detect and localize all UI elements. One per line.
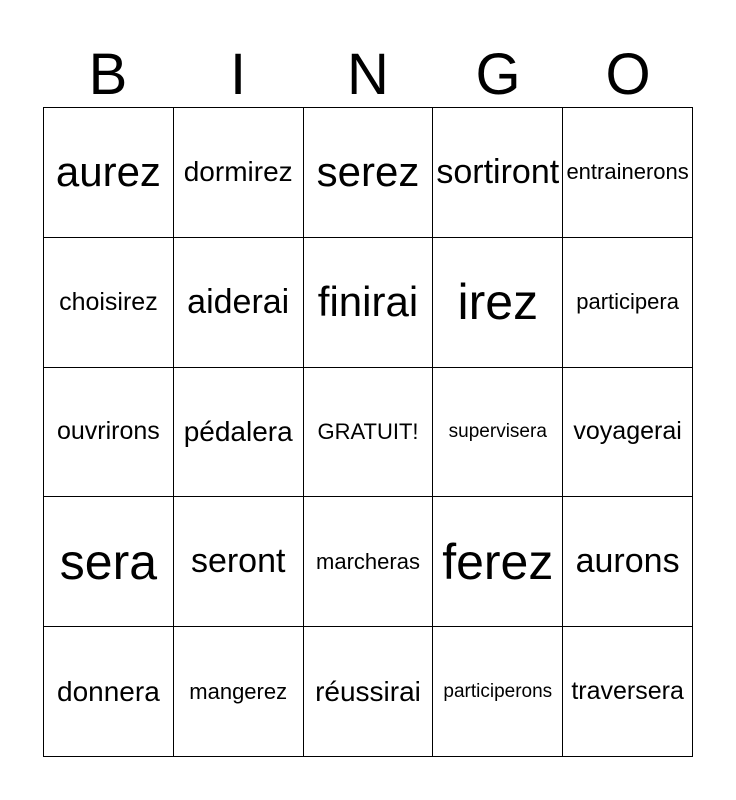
bingo-cell[interactable]: sortiront: [433, 108, 563, 238]
header-letter-n: N: [347, 42, 389, 107]
bingo-cell[interactable]: pédalera: [174, 368, 304, 498]
bingo-card-grid: [43, 107, 693, 757]
header-letter-o: O: [605, 42, 651, 107]
bingo-cell[interactable]: traversera: [563, 627, 693, 757]
bingo-cell[interactable]: participera: [563, 238, 693, 368]
bingo-cell[interactable]: ouvrirons: [44, 368, 174, 498]
bingo-cell[interactable]: aurons: [563, 497, 693, 627]
bingo-cell[interactable]: aiderai: [174, 238, 304, 368]
bingo-cell[interactable]: réussirai: [304, 627, 434, 757]
bingo-header: [43, 42, 693, 108]
bingo-cell[interactable]: participerons: [433, 627, 563, 757]
bingo-cell[interactable]: serez: [304, 108, 434, 238]
bingo-cell[interactable]: entrainerons: [563, 108, 693, 238]
header-letter-b: B: [88, 42, 128, 107]
bingo-cell[interactable]: donnera: [44, 627, 174, 757]
bingo-cell[interactable]: dormirez: [174, 108, 304, 238]
bingo-cell[interactable]: ferez: [433, 497, 563, 627]
bingo-cell[interactable]: sera: [44, 497, 174, 627]
bingo-cell[interactable]: choisirez: [44, 238, 174, 368]
bingo-cell[interactable]: aurez: [44, 108, 174, 238]
bingo-cell[interactable]: seront: [174, 497, 304, 627]
free-space-cell[interactable]: GRATUIT!: [304, 368, 434, 498]
bingo-cell[interactable]: finirai: [304, 238, 434, 368]
bingo-cell[interactable]: supervisera: [433, 368, 563, 498]
bingo-cell[interactable]: voyagerai: [563, 368, 693, 498]
header-letter-g: G: [475, 42, 521, 107]
bingo-cell[interactable]: mangerez: [174, 627, 304, 757]
bingo-cell[interactable]: irez: [433, 238, 563, 368]
header-letter-i: I: [229, 42, 247, 107]
bingo-cell[interactable]: marcheras: [304, 497, 434, 627]
